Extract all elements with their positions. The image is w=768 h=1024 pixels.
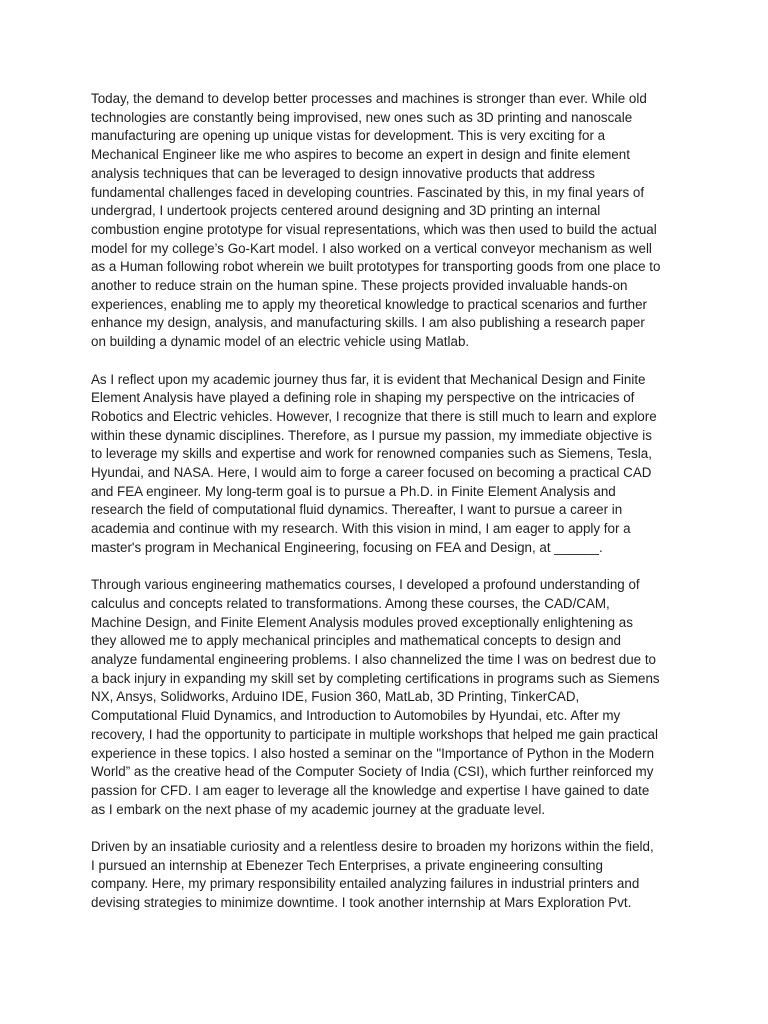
paragraph (91, 576, 691, 819)
text-line: as a Human following robot wherein we built prototypes for transporting goods from one place to (91, 259, 661, 275)
text-line: another to reduce strain on the human spine. These projects provided invaluable hands-on (91, 278, 628, 294)
text-line: experiences, enabling me to apply my theoretical knowledge to practical scenarios and further (91, 296, 648, 312)
text-line: company. Here, my primary responsibility entailed analyzing failures in industrial printers and (91, 876, 640, 892)
text-line: Driven by an insatiable curiosity and a relentless desire to broaden my horizons within the field, (91, 839, 654, 855)
text-line: I pursued an internship at Ebenezer Tech Enterprises, a private engineering consulting (91, 857, 603, 873)
text-line: devising strategies to minimize downtime. I took another internship at Mars Exploration Pvt. (91, 895, 632, 911)
text-line: research the field of computational fluid dynamics. Thereafter, I want to pursue a career in (91, 502, 623, 518)
paragraph (91, 90, 691, 352)
paragraph (91, 838, 691, 913)
text-line: undergrad, I undertook projects centered around designing and 3D printing an internal (91, 203, 601, 219)
text-line: NX, Ansys, Solidworks, Arduino IDE, Fusion 360, MatLab, 3D Printing, TinkerCAD, (91, 689, 580, 705)
text-line: manufacturing are opening up unique vistas for development. This is very exciting for a (91, 128, 606, 144)
text-line: experience in these topics. I also hosted a seminar on the "Importance of Python in the Modern (91, 745, 655, 761)
text-line: Today, the demand to develop better processes and machines is stronger than ever. While old (91, 91, 647, 106)
text-line: World” as the creative head of the Computer Society of India (CSI), which further reinforced my (91, 764, 654, 780)
text-line: passion for CFD. I am eager to leverage all the knowledge and expertise I have gained to date (91, 782, 650, 798)
paragraph (91, 371, 691, 558)
text-line: technologies are constantly being improvised, new ones such as 3D printing and nanoscale (91, 109, 633, 125)
text-line: Mechanical Engineer like me who aspires to become an expert in design and finite element (91, 147, 630, 163)
text-line: and FEA engineer. My long-term goal is to pursue a Ph.D. in Finite Element Analysis and (91, 483, 616, 499)
text-line: they allowed me to apply mechanical principles and mathematical concepts to design and (91, 633, 621, 649)
text-line: Through various engineering mathematics courses, I developed a profound understanding of (91, 577, 640, 593)
text-line: analysis techniques that can be leveraged to design innovative products that address (91, 165, 595, 181)
text-line: on building a dynamic model of an electric vehicle using Matlab. (91, 334, 470, 350)
text-line: calculus and concepts related to transformations. Among these courses, the CAD/CAM, (91, 595, 610, 611)
text-line: enhance my design, analysis, and manufacturing skills. I am also publishing a research paper (91, 315, 645, 331)
text-line: Machine Design, and Finite Element Analysis modules proved exceptionally enlightening as (91, 614, 633, 630)
text-line: within these dynamic disciplines. Therefore, as I pursue my passion, my immediate objective is (91, 427, 652, 443)
text-line: as I embark on the next phase of my academic journey at the graduate level. (91, 801, 546, 817)
text-line: Robotics and Electric vehicles. However, I recognize that there is still much to learn and explore (91, 408, 657, 424)
text-line: combustion engine prototype for visual representations, which was then used to build the actual (91, 221, 657, 237)
text-line: recovery, I had the opportunity to participate in multiple workshops that helped me gain practical (91, 726, 658, 742)
text-line: master's program in Mechanical Engineering, focusing on FEA and Design, at ______. (91, 539, 603, 555)
document-page (91, 90, 691, 932)
text-line: Computational Fluid Dynamics, and Introduction to Automobiles by Hyundai, etc. After my (91, 708, 621, 724)
text-line: Element Analysis have played a defining role in shaping my perspective on the intricacies of (91, 390, 635, 406)
text-line: As I reflect upon my academic journey thus far, it is evident that Mechanical Design and Finite (91, 371, 646, 387)
text-line: analyze fundamental engineering problems. I also channelized the time I was on bedrest due to (91, 652, 656, 668)
text-line: model for my college’s Go-Kart model. I also worked on a vertical conveyor mechanism as well (91, 240, 652, 256)
text-line: a back injury in expanding my skill set by completing certifications in programs such as Siemens (91, 670, 660, 686)
text-line: to leverage my skills and expertise and work for renowned companies such as Siemens, Tesla, (91, 446, 652, 462)
text-line: Hyundai, and NASA. Here, I would aim to forge a career focused on becoming a practical CAD (91, 465, 652, 481)
text-line: academia and continue with my research. With this vision in mind, I am eager to apply for a (91, 521, 631, 537)
text-line: fundamental challenges faced in developing countries. Fascinated by this, in my final years of (91, 184, 645, 200)
